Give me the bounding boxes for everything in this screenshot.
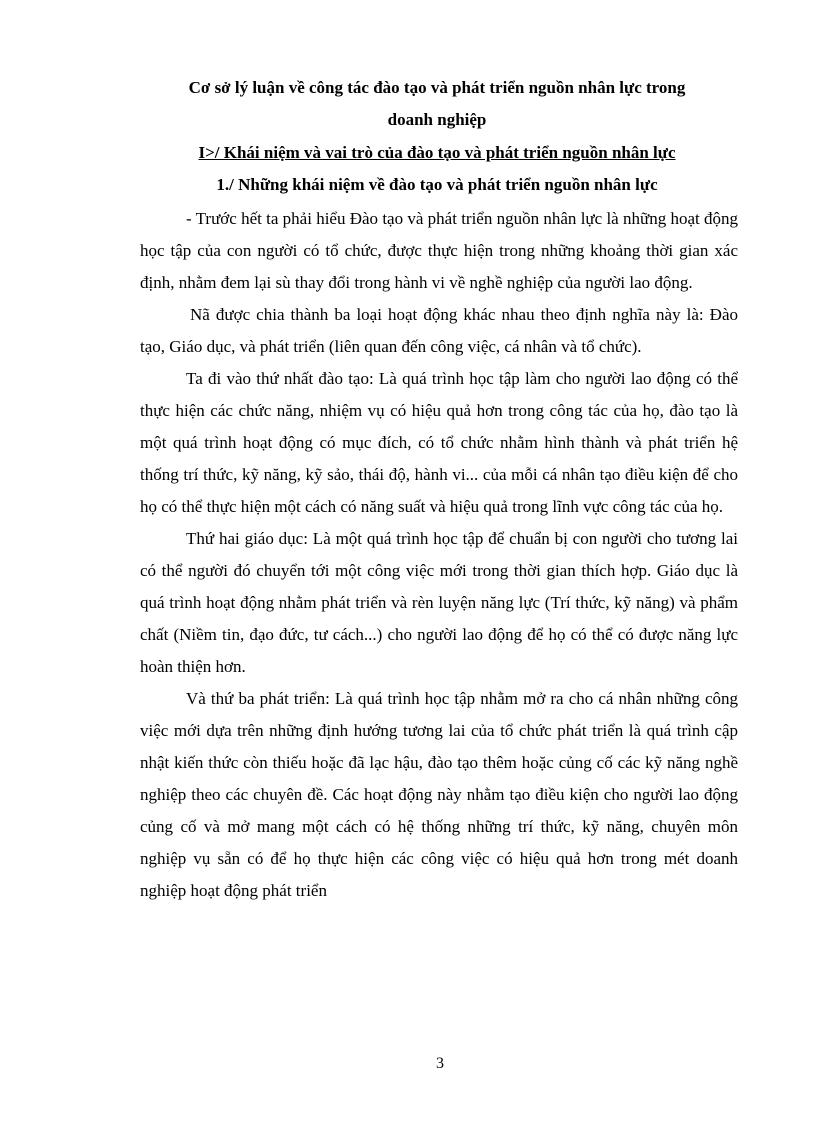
document-title-line-2: doanh nghiệp — [387, 110, 487, 129]
paragraph-1: - Trước hết ta phải hiểu Đào tạo và phát triển nguồn nhân lực là những hoạt động học tập của con người có tổ chức, được thực hiện trong những khoảng thời gian xác định, nhằm đem lại sù thay đổi trong hành vi về nghề nghiệp của người lao động. — [140, 209, 738, 292]
paragraph-2: Nã được chia thành ba loại hoạt động khác nhau theo định nghĩa này là: Đào tạo, Giáo dục, và phát triển (liên quan đến công việc, cá nhân và tổ chức). — [140, 305, 738, 356]
page-number: 3 — [436, 1055, 444, 1072]
body-text — [140, 203, 738, 907]
paragraph-5: Và thứ ba phát triển: Là quá trình học tập nhằm mở ra cho cá nhân những công việc mới dựa trên những định hướng tương lai của tổ chức phát triển là quá trình cập nhật kiến thức còn thiếu hoặc đã lạc hậu, đào tạo thêm hoặc củng cố các kỹ năng nghề nghiệp theo các chuyên đề. Các hoạt động này nhằm tạo điều kiện cho người lao động củng cố và mở mang một cách có hệ thống những trí thức, kỹ năng, chuyên môn nghiệp vụ sẵn có để họ thực hiện các công việc có hiệu quả hơn trong mét doanh nghiệp hoạt động phát triển — [140, 689, 738, 900]
paragraph-4: Thứ hai giáo dục: Là một quá trình học tập để chuẩn bị con người cho tương lai có thể người đó chuyển tới một công việc mới trong thời gian thích hợp. Giáo dục là quá trình hoạt động nhằm phát triển và rèn luyện năng lực (Trí thức, kỹ năng) và phẩm chất (Niềm tin, đạo đức, tư cách...) cho người lao động để họ có thể có được năng lực hoàn thiện hơn. — [140, 529, 738, 676]
document-title-line-1: Cơ sở lý luận về công tác đào tạo và phát triển nguồn nhân lực trong — [188, 78, 686, 97]
section-heading: I>/ Khái niệm và vai trò của đào tạo và phát triển nguồn nhân lực — [198, 143, 676, 162]
sub-heading: 1./ Những khái niệm về đào tạo và phát triển nguồn nhân lực — [216, 175, 658, 194]
paragraph-3: Ta đi vào thứ nhất đào tạo: Là quá trình học tập làm cho người lao động có thể thực hiện các chức năng, nhiệm vụ có hiệu quả hơn trong công tác của họ, đào tạo là một quá trình hoạt động có mục đích, có tổ chức nhằm hình thành và phát triển hệ thống trí thức, kỹ năng, kỹ sảo, thái độ, hành vi... của mỗi cá nhân tạo điều kiện để cho họ có thể thực hiện một cách có năng suất và hiệu quả trong lĩnh vực công tác của họ. — [140, 369, 738, 516]
